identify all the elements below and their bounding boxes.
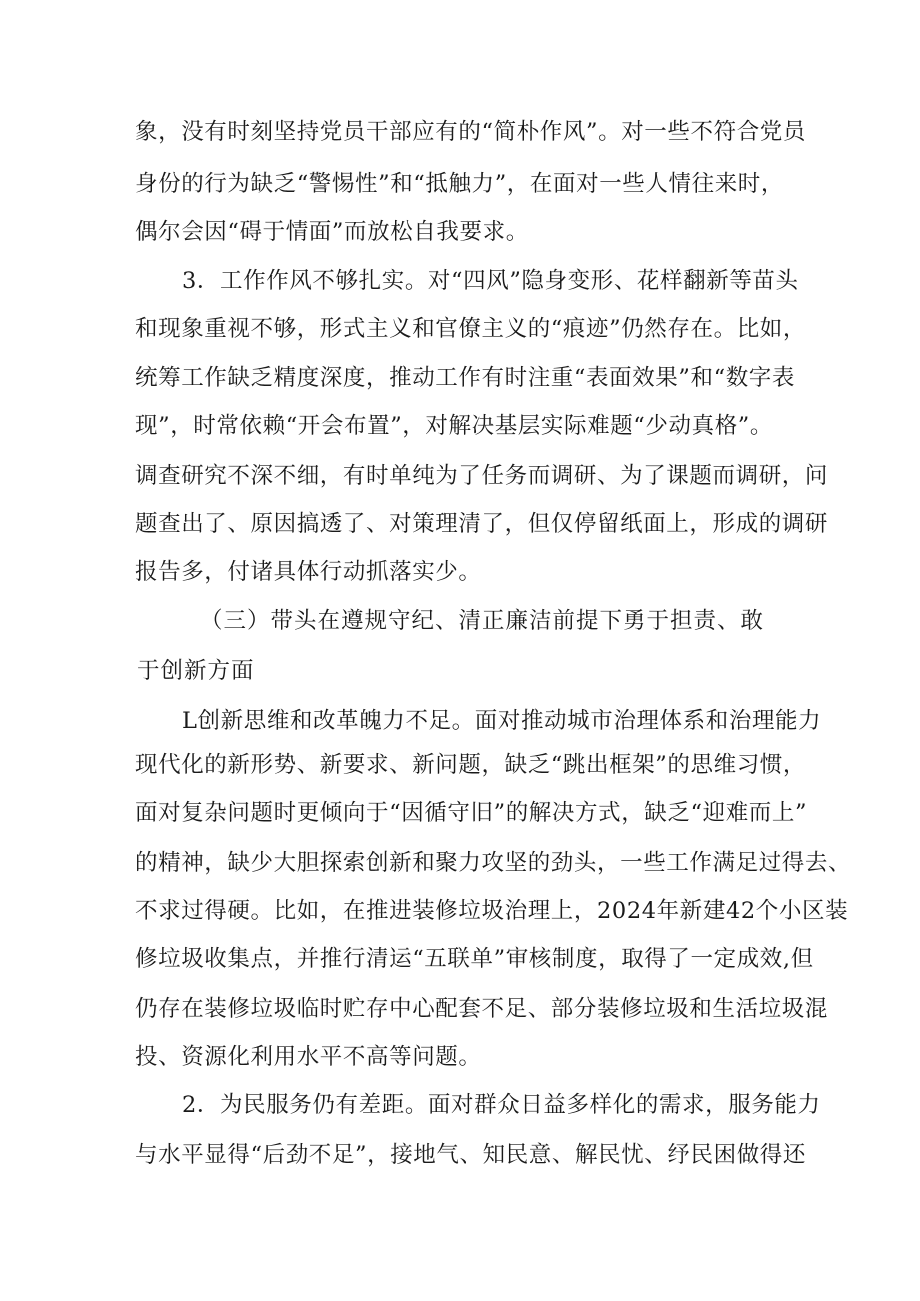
paragraph-line: 偶尔会因“碍于情面”而放松自我要求。 — [135, 219, 529, 245]
paragraph-line: 修垃圾收集点，并推行清运“五联单”审核制度，取得了一定成效,但 — [135, 946, 814, 972]
paragraph-line: 面对复杂问题时更倾向于“因循守旧”的解决方式，缺乏“迎难而上” — [135, 800, 808, 826]
paragraph-line: 现代化的新形势、新要求、新问题，缺乏“跳出框架”的思维习惯， — [135, 752, 807, 778]
paragraph-line: 不求过得硬。比如，在推进装修垃圾治理上，2024年新建42个小区装 — [135, 898, 849, 924]
paragraph-line: 和现象重视不够，形式主义和官僚主义的“痕迹”仍然存在。比如， — [135, 316, 807, 342]
paragraph-line: 身份的行为缺乏“警惕性”和“抵触力”，在面对一些人情往来时， — [135, 171, 785, 197]
paragraph-line: 报告多，付诸具体行动抓落实少。 — [135, 559, 482, 585]
paragraph-line: 3．工作作风不够扎实。对“四风”隐身变形、花样翻新等苗头 — [182, 268, 799, 294]
paragraph-line: 仍存在装修垃圾临时贮存中心配套不足、部分装修垃圾和生活垃圾混 — [135, 996, 829, 1022]
section-heading: （三）带头在遵规守纪、清正廉洁前提下勇于担责、敢 — [200, 608, 765, 634]
paragraph-line: 投、资源化利用水平不高等问题。 — [135, 1044, 482, 1070]
paragraph-line: 调查研究不深不细，有时单纯为了任务而调研、为了课题而调研，问 — [135, 463, 829, 489]
paragraph-line: 象，没有时刻坚持党员干部应有的“简朴作风”。对一些不符合党员 — [135, 119, 807, 145]
paragraph-line: 与水平显得“后劲不足”，接地气、知民意、解民忧、纾民困做得还 — [135, 1142, 807, 1168]
paragraph-line: 的精神，缺少大胆探索创新和聚力攻坚的劲头，一些工作满足过得去、 — [135, 850, 852, 876]
paragraph-line: 现”，时常依赖“开会布置”，对解决基层实际难题“少动真格”。 — [135, 413, 774, 439]
paragraph-line: L创新思维和改革魄力不足。面对推动城市治理体系和治理能力 — [182, 708, 822, 734]
section-heading: 于创新方面 — [137, 658, 255, 684]
paragraph-line: 2．为民服务仍有差距。面对群众日益多样化的需求，服务能力 — [182, 1092, 821, 1118]
paragraph-line: 统筹工作缺乏精度深度，推动工作有时注重“表面效果”和“数字表 — [135, 365, 796, 391]
paragraph-line: 题查出了、原因搞透了、对策理清了，但仅停留纸面上，形成的调研 — [135, 511, 829, 537]
